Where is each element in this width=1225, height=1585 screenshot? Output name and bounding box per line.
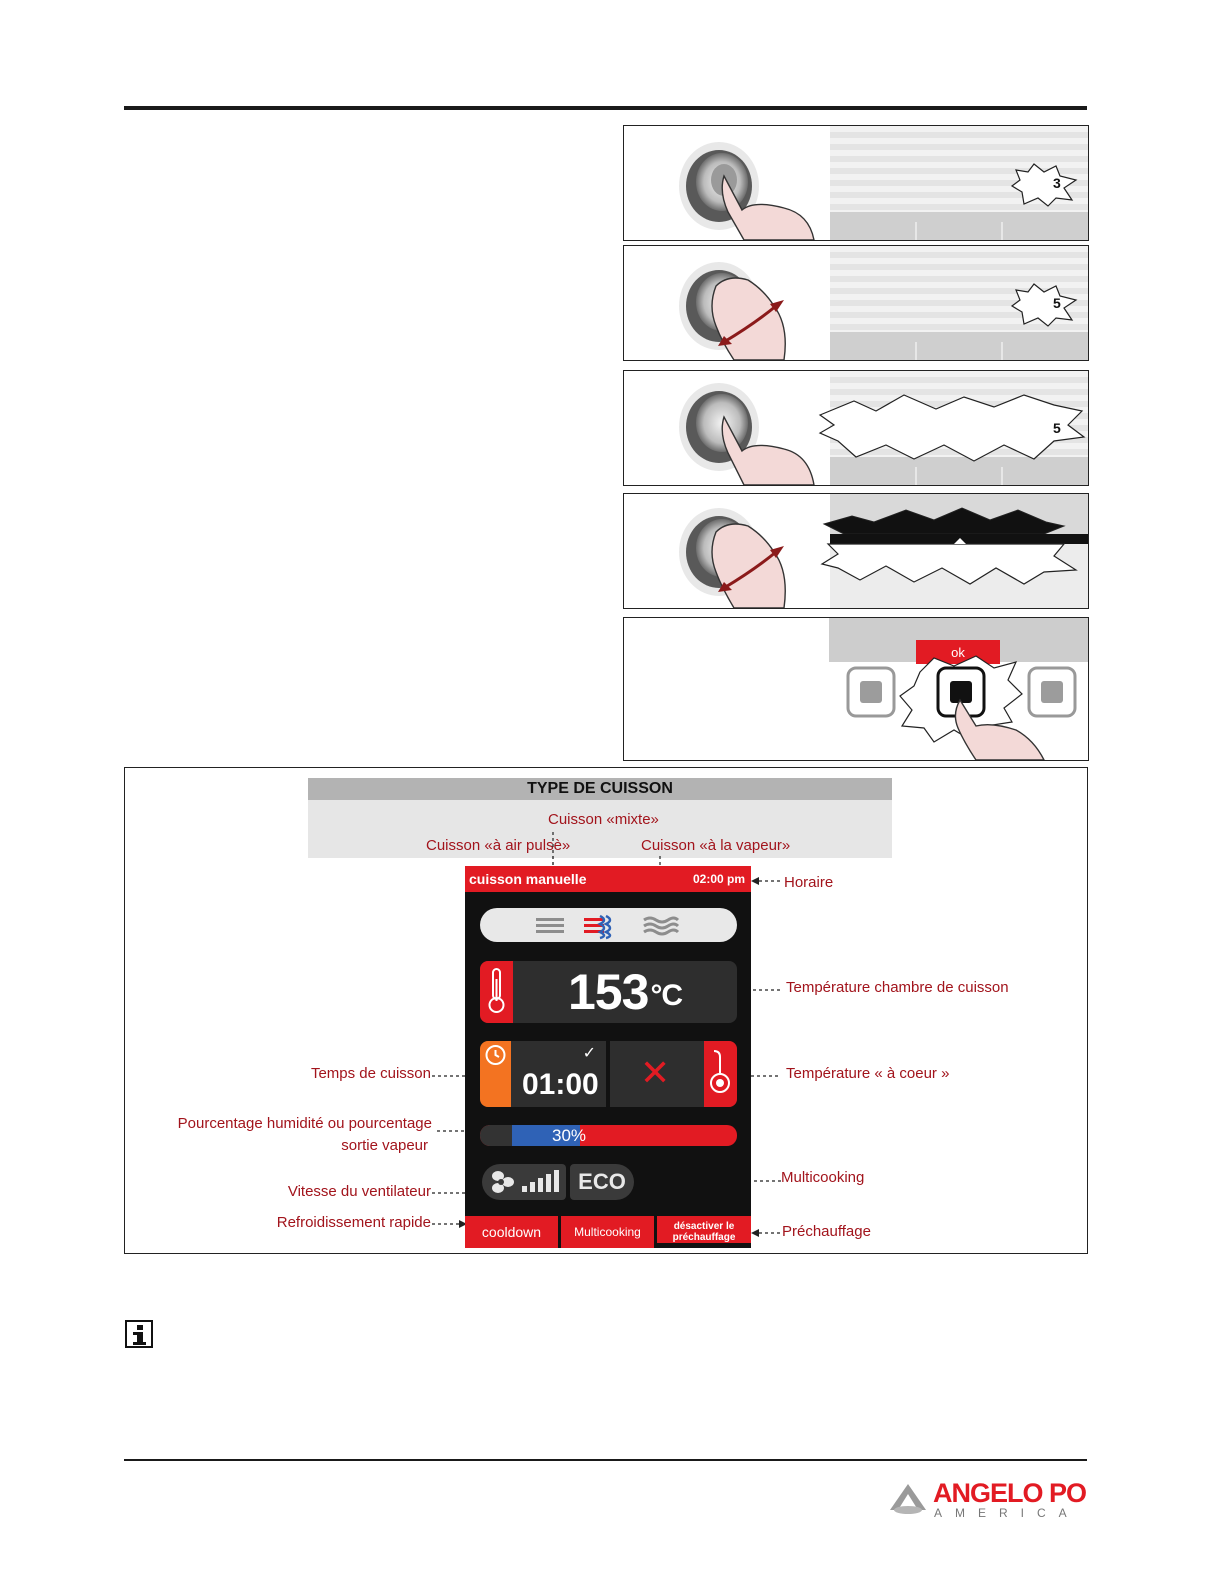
callout-humidity-line1: Pourcentage humidité ou pourcentage xyxy=(177,1115,432,1132)
humidity-value: 30% xyxy=(552,1126,587,1145)
callout-core-temp: Température « à coeur » xyxy=(786,1065,950,1082)
callout-multicooking: Multicooking xyxy=(781,1169,865,1186)
clock-icon xyxy=(480,1041,511,1107)
core-probe-icon xyxy=(704,1041,737,1107)
cooking-screen-diagram xyxy=(124,767,1088,1254)
eco-button[interactable]: ECO xyxy=(570,1164,634,1200)
panel-header xyxy=(465,866,751,892)
callout-clock: Horaire xyxy=(784,874,834,891)
callout-cooldown: Refroidissement rapide xyxy=(276,1214,431,1231)
callout-preheat: Préchauffage xyxy=(782,1223,871,1240)
chamber-temperature-value: $153^{^\circ C}$ xyxy=(568,964,683,1020)
step-2-rotate-knob xyxy=(623,245,1089,361)
mixed-mode-icon[interactable] xyxy=(584,916,610,938)
convection-mode-icon[interactable] xyxy=(536,918,564,933)
label-convection: Cuisson «à air pulsè» xyxy=(426,837,571,854)
fan-speed-control[interactable] xyxy=(482,1164,566,1200)
callout-chamber-temp: Température chambre de cuisson xyxy=(786,979,1009,996)
fan-level-bar xyxy=(546,1174,551,1192)
cooking-mode-selector[interactable] xyxy=(480,908,737,942)
step-3-press-knob-confirm xyxy=(623,370,1089,486)
label-mixed: Cuisson «mixte» xyxy=(548,811,659,828)
core-disabled-x-icon: ✕ xyxy=(640,1052,671,1093)
multicooking-button[interactable]: Multicooking xyxy=(561,1216,654,1248)
check-icon: ✓ xyxy=(582,1045,596,1062)
cook-time-value: 01:00 xyxy=(522,1068,599,1101)
preheat-label-line1: désactiver le xyxy=(673,1221,735,1232)
info-icon xyxy=(125,1320,153,1348)
panel-clock: 02:00 pm xyxy=(692,872,745,886)
panel-title: cuisson manuelle xyxy=(469,871,587,887)
step-4-rotate-knob-select xyxy=(623,493,1089,609)
preheat-label-line2: préchauffage xyxy=(672,1232,736,1243)
step-value: 5 xyxy=(1053,295,1061,311)
fan-level-bar xyxy=(538,1178,543,1192)
cooking-type-header: TYPE DE CUISSON xyxy=(308,778,892,800)
logo-name: ANGELO PO xyxy=(933,1478,1087,1508)
fan-level-bar xyxy=(554,1170,559,1192)
fan-icon xyxy=(492,1171,514,1193)
fan-level-bar xyxy=(522,1186,527,1192)
thermometer-icon xyxy=(480,961,513,1023)
angelo-po-logo xyxy=(888,1478,1088,1520)
step-5-touch-ok xyxy=(623,617,1089,761)
temperature-unit: °C xyxy=(650,979,683,1012)
fan-level-bar xyxy=(530,1182,535,1192)
cook-time-display[interactable] xyxy=(480,1041,606,1107)
ok-label: ok xyxy=(951,645,965,660)
step-1-press-knob xyxy=(623,125,1089,241)
label-steam: Cuisson «à la vapeur» xyxy=(641,837,791,854)
callout-humidity-line2: sortie vapeur xyxy=(341,1137,428,1154)
steam-mode-icon[interactable] xyxy=(644,918,678,934)
chamber-temperature-display[interactable] xyxy=(480,961,737,1023)
preheat-button[interactable] xyxy=(657,1216,751,1243)
core-temperature-display[interactable] xyxy=(610,1041,737,1107)
oven-control-panel xyxy=(465,866,751,1248)
callout-fan-speed: Vitesse du ventilateur xyxy=(287,1183,431,1200)
logo-mark-icon xyxy=(888,1480,928,1514)
step-value: 3 xyxy=(1053,175,1061,191)
top-rule xyxy=(124,106,1087,110)
cooldown-button[interactable]: cooldown xyxy=(465,1216,558,1248)
bottom-rule xyxy=(124,1459,1087,1461)
fan-level-bars xyxy=(522,1170,559,1192)
logo-sub: AMERICA xyxy=(934,1506,1080,1520)
step-value: 5 xyxy=(1053,420,1061,436)
humidity-slider[interactable] xyxy=(480,1125,737,1146)
callout-cook-time: Temps de cuisson xyxy=(310,1065,431,1082)
